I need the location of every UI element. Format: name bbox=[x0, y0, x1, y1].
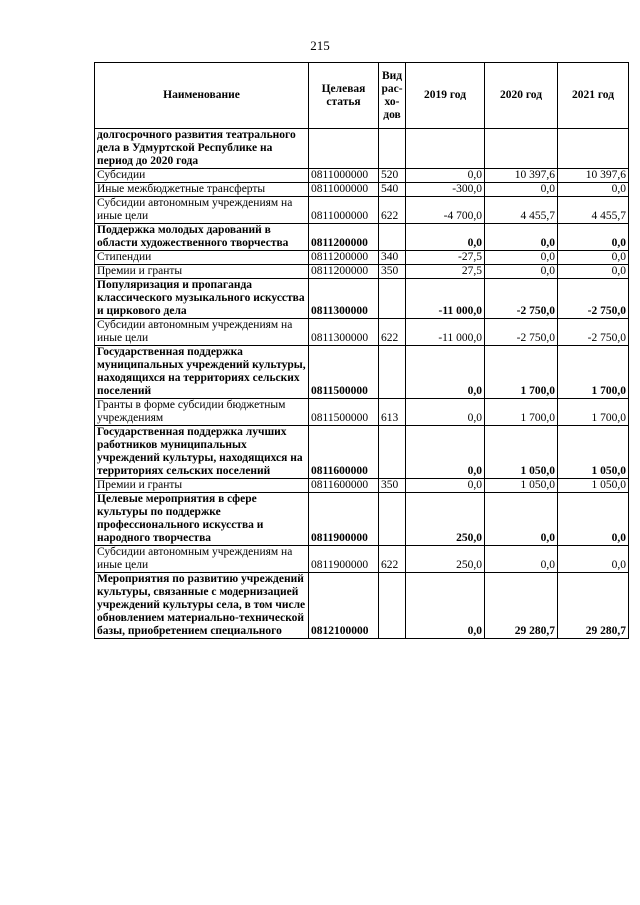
table-row bbox=[95, 399, 629, 426]
cell-name: Премии и гранты bbox=[95, 479, 309, 493]
cell-2021 bbox=[558, 129, 629, 169]
cell-2021: 0,0 bbox=[558, 546, 629, 573]
table-row bbox=[95, 129, 629, 169]
header-2021: 2021 год bbox=[558, 63, 629, 129]
cell-2019: 0,0 bbox=[406, 479, 485, 493]
table-body bbox=[95, 129, 629, 639]
cell-2020: 1 700,0 bbox=[485, 346, 558, 399]
cell-2021: 1 050,0 bbox=[558, 426, 629, 479]
table-row bbox=[95, 573, 629, 639]
header-article: Целевая статья bbox=[309, 63, 379, 129]
cell-2021: -2 750,0 bbox=[558, 279, 629, 319]
cell-kind: 622 bbox=[379, 197, 406, 224]
cell-kind: 622 bbox=[379, 546, 406, 573]
cell-2020 bbox=[485, 129, 558, 169]
cell-2020: 10 397,6 bbox=[485, 169, 558, 183]
cell-2019: 0,0 bbox=[406, 399, 485, 426]
cell-name: Субсидии автономным учреждениям на иные цели bbox=[95, 319, 309, 346]
cell-name: Субсидии bbox=[95, 169, 309, 183]
table-row bbox=[95, 169, 629, 183]
cell-2021: 29 280,7 bbox=[558, 573, 629, 639]
cell-kind: 340 bbox=[379, 251, 406, 265]
cell-kind: 613 bbox=[379, 399, 406, 426]
cell-article: 0811600000 bbox=[309, 426, 379, 479]
table-row bbox=[95, 224, 629, 251]
cell-2019: -11 000,0 bbox=[406, 319, 485, 346]
cell-article: 0812100000 bbox=[309, 573, 379, 639]
cell-name: Популяризация и пропаганда классического музыкального искусства и циркового дела bbox=[95, 279, 309, 319]
table-row bbox=[95, 346, 629, 399]
cell-2019: 0,0 bbox=[406, 224, 485, 251]
cell-2019 bbox=[406, 129, 485, 169]
cell-2019: -11 000,0 bbox=[406, 279, 485, 319]
cell-name: Гранты в форме субсидии бюджетным учреждениям bbox=[95, 399, 309, 426]
cell-article: 0811600000 bbox=[309, 479, 379, 493]
cell-2019: -27,5 bbox=[406, 251, 485, 265]
cell-2020: 1 700,0 bbox=[485, 399, 558, 426]
cell-kind: 622 bbox=[379, 319, 406, 346]
cell-article bbox=[309, 129, 379, 169]
cell-2019: 27,5 bbox=[406, 265, 485, 279]
cell-kind bbox=[379, 129, 406, 169]
cell-name: Целевые мероприятия в сфере культуры по поддержке профессионального искусства и народного творчества bbox=[95, 493, 309, 546]
cell-name: Мероприятия по развитию учреждений культуры, связанные с модернизацией учреждений культуры села, в том числе обновлением материально-технической базы, приобретением специального bbox=[95, 573, 309, 639]
header-2019: 2019 год bbox=[406, 63, 485, 129]
cell-2021: 0,0 bbox=[558, 224, 629, 251]
cell-2020: 0,0 bbox=[485, 224, 558, 251]
cell-2019: -4 700,0 bbox=[406, 197, 485, 224]
table-header-row bbox=[95, 63, 629, 129]
cell-kind bbox=[379, 426, 406, 479]
page-number: 215 bbox=[310, 38, 330, 53]
cell-kind: 350 bbox=[379, 479, 406, 493]
table-row bbox=[95, 197, 629, 224]
cell-kind bbox=[379, 224, 406, 251]
cell-2020: 1 050,0 bbox=[485, 479, 558, 493]
cell-article: 0811300000 bbox=[309, 279, 379, 319]
budget-table bbox=[94, 62, 629, 639]
cell-2020: 29 280,7 bbox=[485, 573, 558, 639]
cell-kind: 540 bbox=[379, 183, 406, 197]
cell-kind bbox=[379, 346, 406, 399]
cell-kind: 520 bbox=[379, 169, 406, 183]
cell-article: 0811300000 bbox=[309, 319, 379, 346]
cell-name: Стипендии bbox=[95, 251, 309, 265]
table-row bbox=[95, 265, 629, 279]
table-row bbox=[95, 319, 629, 346]
cell-article: 0811200000 bbox=[309, 224, 379, 251]
cell-2021: 0,0 bbox=[558, 183, 629, 197]
cell-2019: 250,0 bbox=[406, 546, 485, 573]
cell-kind bbox=[379, 493, 406, 546]
cell-name: Субсидии автономным учреждениям на иные цели bbox=[95, 197, 309, 224]
cell-2021: 0,0 bbox=[558, 251, 629, 265]
cell-2019: -300,0 bbox=[406, 183, 485, 197]
cell-article: 0811200000 bbox=[309, 265, 379, 279]
cell-name: Поддержка молодых дарований в области художественного творчества bbox=[95, 224, 309, 251]
cell-article: 0811200000 bbox=[309, 251, 379, 265]
cell-2021: 0,0 bbox=[558, 493, 629, 546]
cell-2019: 0,0 bbox=[406, 426, 485, 479]
cell-name: Государственная поддержка лучших работников муниципальных учреждений культуры, находящихся на территориях сельских поселений bbox=[95, 426, 309, 479]
cell-article: 0811000000 bbox=[309, 169, 379, 183]
header-name: Наименование bbox=[95, 63, 309, 129]
cell-2019: 0,0 bbox=[406, 346, 485, 399]
cell-2020: 4 455,7 bbox=[485, 197, 558, 224]
cell-name: Государственная поддержка муниципальных учреждений культуры, находящихся на территориях сельских поселений bbox=[95, 346, 309, 399]
cell-2020: 0,0 bbox=[485, 493, 558, 546]
cell-2020: 0,0 bbox=[485, 265, 558, 279]
cell-article: 0811000000 bbox=[309, 183, 379, 197]
table-row bbox=[95, 493, 629, 546]
table-row bbox=[95, 546, 629, 573]
cell-2019: 0,0 bbox=[406, 169, 485, 183]
cell-2019: 250,0 bbox=[406, 493, 485, 546]
cell-article: 0811900000 bbox=[309, 546, 379, 573]
cell-name: Премии и гранты bbox=[95, 265, 309, 279]
cell-kind bbox=[379, 573, 406, 639]
table-row bbox=[95, 251, 629, 265]
table-row bbox=[95, 183, 629, 197]
cell-2021: 1 700,0 bbox=[558, 399, 629, 426]
cell-2021: -2 750,0 bbox=[558, 319, 629, 346]
cell-article: 0811900000 bbox=[309, 493, 379, 546]
cell-2020: -2 750,0 bbox=[485, 319, 558, 346]
cell-2020: 0,0 bbox=[485, 546, 558, 573]
cell-2021: 0,0 bbox=[558, 265, 629, 279]
header-kind: Вид рас-хо-дов bbox=[379, 63, 406, 129]
cell-2021: 1 700,0 bbox=[558, 346, 629, 399]
table-row bbox=[95, 279, 629, 319]
cell-2021: 10 397,6 bbox=[558, 169, 629, 183]
cell-2021: 1 050,0 bbox=[558, 479, 629, 493]
cell-2020: -2 750,0 bbox=[485, 279, 558, 319]
cell-2020: 0,0 bbox=[485, 251, 558, 265]
table-row bbox=[95, 426, 629, 479]
cell-2020: 0,0 bbox=[485, 183, 558, 197]
cell-article: 0811500000 bbox=[309, 346, 379, 399]
cell-2020: 1 050,0 bbox=[485, 426, 558, 479]
cell-name: Субсидии автономным учреждениям на иные цели bbox=[95, 546, 309, 573]
cell-article: 0811500000 bbox=[309, 399, 379, 426]
cell-name: Иные межбюджетные трансферты bbox=[95, 183, 309, 197]
header-2020: 2020 год bbox=[485, 63, 558, 129]
table-row bbox=[95, 479, 629, 493]
cell-2019: 0,0 bbox=[406, 573, 485, 639]
cell-name: долгосрочного развития театрального дела в Удмуртской Республике на период до 2020 года bbox=[95, 129, 309, 169]
cell-2021: 4 455,7 bbox=[558, 197, 629, 224]
cell-article: 0811000000 bbox=[309, 197, 379, 224]
cell-kind: 350 bbox=[379, 265, 406, 279]
cell-kind bbox=[379, 279, 406, 319]
